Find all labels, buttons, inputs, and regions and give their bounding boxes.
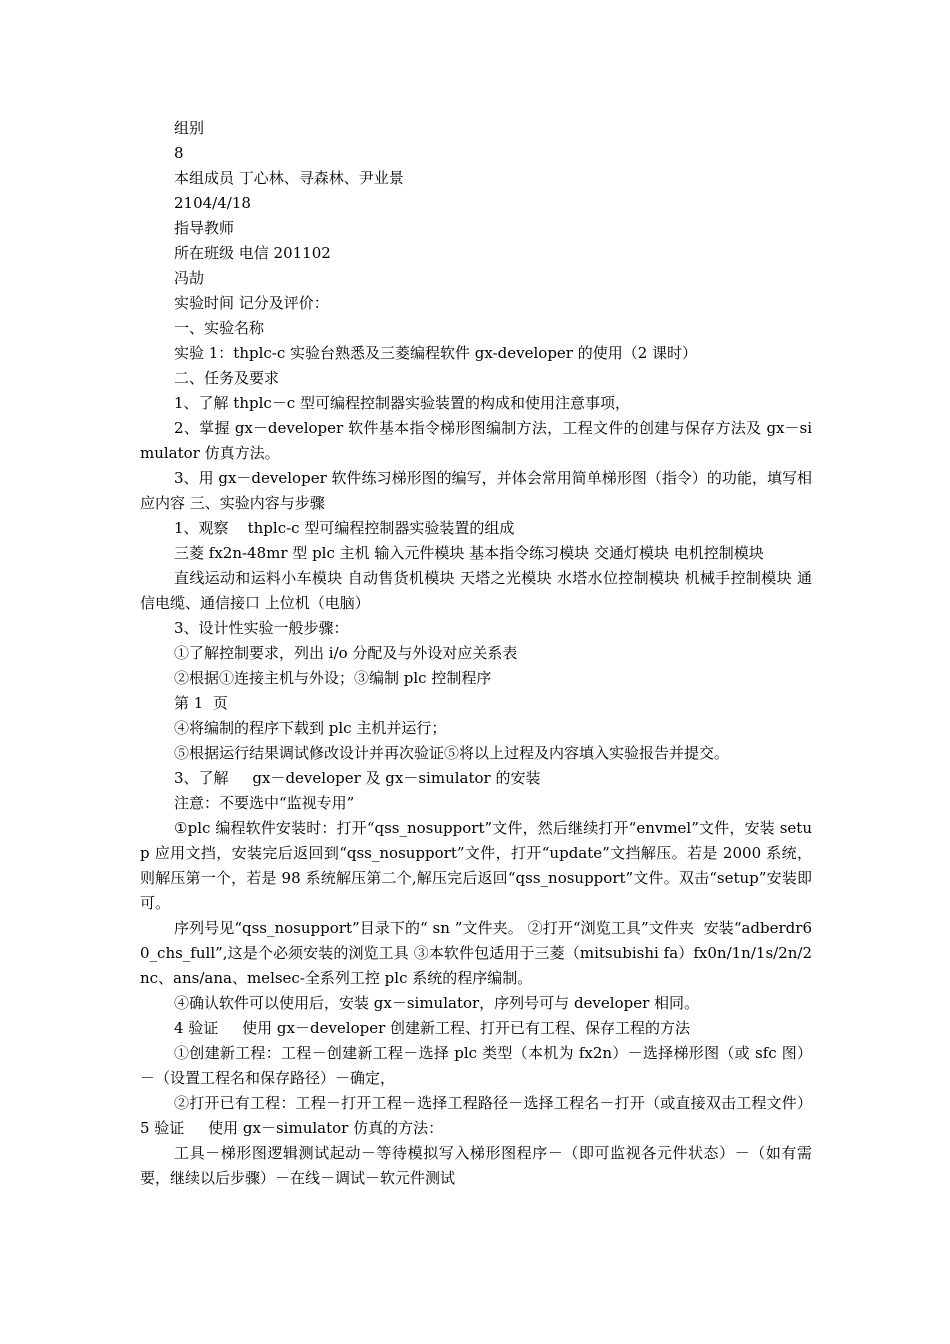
task-item: 3、用 gx－developer 软件练习梯形图的编写，并体会常用简单梯形图（指令）的功能，填写相应内容 三、实验内容与步骤 xyxy=(140,469,812,512)
install-instructions: ④确认软件可以使用后，安装 gx－simulator，序列号可与 developer 相同。 xyxy=(174,994,700,1012)
experiment-date: 2104/4/18 xyxy=(174,194,251,212)
group-label: 组别 xyxy=(174,119,205,137)
instructor-label: 指导教师 xyxy=(174,219,235,237)
instructor-name: 冯劼 xyxy=(174,269,205,287)
verify-step: 4 验证 使用 gx－developer 创建新工程、打开已有工程、保存工程的方法 xyxy=(174,1019,691,1037)
design-step: ⑤根据运行结果调试修改设计并再次验证⑤将以上过程及内容填入实验报告并提交。 xyxy=(174,744,730,762)
experiment-title: 实验 1：thplc-c 实验台熟悉及三菱编程软件 gx-developer 的使用（2 课时） xyxy=(174,344,698,362)
page-number: 第 1 页 xyxy=(174,694,228,712)
design-step: ①了解控制要求，列出 i/o 分配及与外设对应关系表 xyxy=(174,644,518,662)
verify-step: 工具－梯形图逻辑测试起动－等待模拟写入梯形图程序－（即可监视各元件状态）－（如有需要，继续以后步骤）－在线－调试－软元件测试 xyxy=(140,1144,812,1187)
task-item: 1、了解 thplc－c 型可编程控制器实验装置的构成和使用注意事项， xyxy=(174,394,630,412)
verify-step: ①创建新工程：工程－创建新工程－选择 plc 类型（本机为 fx2n）－选择梯形图（或 sfc 图）－（设置工程名和保存路径）－确定， xyxy=(140,1044,812,1087)
class-info: 所在班级 电信 201102 xyxy=(174,244,331,262)
section-heading-name: 一、实验名称 xyxy=(174,319,265,337)
verify-step: ②打开已有工程：工程－打开工程－选择工程路径－选择工程名－打开（或直接双击工程文件） 5 验证 使用 gx－simulator 仿真的方法： xyxy=(140,1094,817,1137)
install-note: 注意：不要选中“监视专用” xyxy=(174,794,355,812)
module-list: 直线运动和运料小车模块 自动售货机模块 天塔之光模块 水塔水位控制模块 机械手控制模块 通信电缆、通信接口 上位机（电脑） xyxy=(140,569,812,612)
group-number: 8 xyxy=(174,144,184,162)
install-instructions: 序列号见“qss_nosupport”目录下的“ sn ”文件夹。 ②打开“浏览工具”文件夹 安装“adberdr60_chs_full”,这是个必须安装的浏览工具 ③本软件包适用于三菱（mitsubishi fa）fx0n/1n/1s/2n/2nc、ans/ana、melsec-全系列工控 plc 系统的程序编制。 xyxy=(140,919,812,987)
design-step: ④将编制的程序下载到 plc 主机并运行； xyxy=(174,719,447,737)
design-step: ②根据①连接主机与外设；③编制 plc 控制程序 xyxy=(174,669,492,687)
time-and-score: 实验时间 记分及评价： xyxy=(174,294,329,312)
install-instructions: ①plc 编程软件安装时：打开“qss_nosupport”文件，然后继续打开“envmel”文件，安装 setup 应用文挡，安装完后返回到“qss_nosupport”文件，打开“update”文挡解压。若是 2000 系统，则解压第一个，若是 98 系统解压第二个,解压完后返回“qss_nosupport”文件。双击“setup”安装即可。 xyxy=(140,819,812,912)
task-item: 2、掌握 gx－developer 软件基本指令梯形图编制方法，工程文件的创建与保存方法及 gx－simulator 仿真方法。 xyxy=(140,419,812,462)
group-members: 本组成员 丁心林、寻森林、尹业景 xyxy=(174,169,404,187)
content-step: 3、设计性实验一般步骤： xyxy=(174,619,349,637)
content-step: 3、了解 gx－developer 及 gx－simulator 的安装 xyxy=(174,769,541,787)
content-step: 1、观察 thplc-c 型可编程控制器实验装置的组成 xyxy=(174,519,515,537)
module-list: 三菱 fx2n-48mr 型 plc 主机 输入元件模块 基本指令练习模块 交通灯模块 电机控制模块 xyxy=(174,544,764,562)
section-heading-tasks: 二、任务及要求 xyxy=(174,369,280,387)
document-body xyxy=(140,116,817,1191)
